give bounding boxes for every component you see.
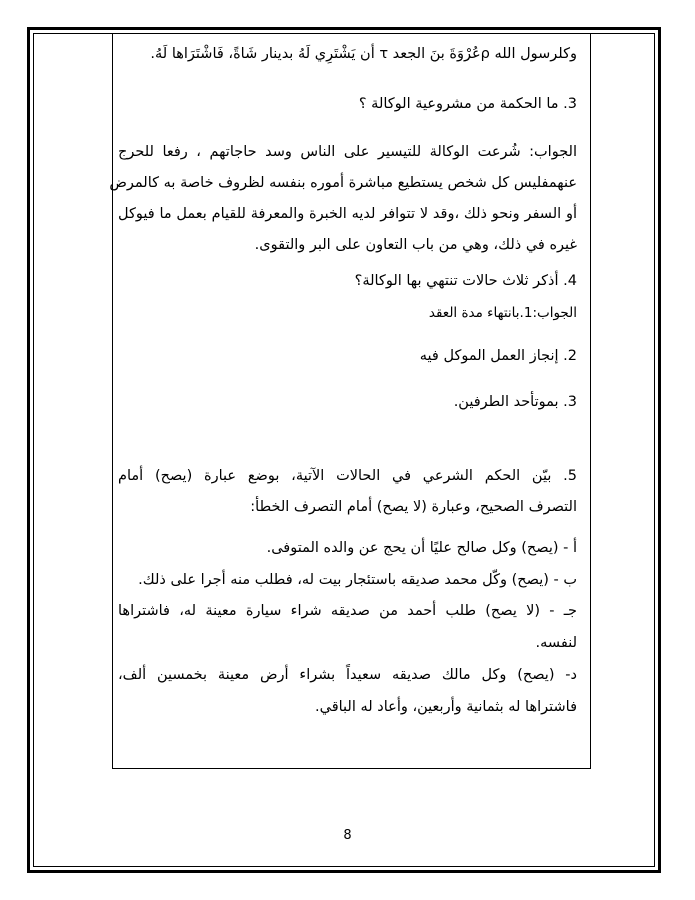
answer-5-item: أ - (يصح) وكل صالح عليًا أن يحج عن والده المتوفى. [266, 540, 577, 556]
answer-5-item: لنفسه. [535, 635, 577, 651]
page-number: 8 [343, 828, 352, 843]
question-3: 3. ما الحكمة من مشروعية الوكالة ؟ [358, 96, 577, 112]
answer-3-line: غيره في ذلك، وهي من باب التعاون على البر والتقوى. [254, 237, 577, 253]
question-5-line: 5. بيّن الحكم الشرعي في الحالات الآتية، بوضع عبارة (يصح) أمام [118, 468, 577, 484]
answer-4-item: 2. إنجاز العمل الموكل فيه [419, 348, 577, 364]
answer-4-item: الجواب:1.بانتهاء مدة العقد [428, 305, 577, 321]
answer-3-line: عنهمفليس كل شخص يستطيع مباشرة أموره بنفسه لظروف خاصة به كالمرض [109, 175, 577, 191]
answer-4-item: 3. بموتأحد الطرفين. [453, 394, 577, 410]
answer-3-line: أو السفر ونحو ذلك ،وقد لا تتوافر لديه الخبرة والمعرفة للقيام بعمل ما فيوكل [118, 206, 577, 222]
question-4: 4. أذكر ثلاث حالات تنتهي بها الوكالة؟ [354, 273, 577, 289]
question-5-line: التصرف الصحيح، وعبارة (لا يصح) أمام التصرف الخطأ: [250, 499, 577, 515]
answer-5-item: فاشتراها له بثمانية وأربعين، وأعاد له الباقي. [315, 699, 577, 715]
answer-5-item: د- (يصح) وكل مالك صديقه سعيداً بشراء أرض معينة بخمسين ألف، [118, 667, 577, 683]
answer-5-item: ب - (يصح) وكّل محمد صديقه باستئجار بيت له، فطلب منه أجرا على ذلك. [138, 572, 577, 588]
answer-3-line: الجواب: شُرعت الوكالة للتيسير على الناس وسد حاجاتهم ، رفعا للحرج [118, 144, 577, 160]
answer-5-item: جـ - (لا يصح) طلب أحمد من صديقه شراء سيارة معينة له، فاشتراها [118, 603, 577, 619]
hadith-line: وكلرسول الله ρعُرْوَةَ بنَ الجعد τ أن يَشْتَرِي لَهُ بدينار شَاةً، فَاشْتَرَاها لَهُ. [150, 46, 577, 62]
